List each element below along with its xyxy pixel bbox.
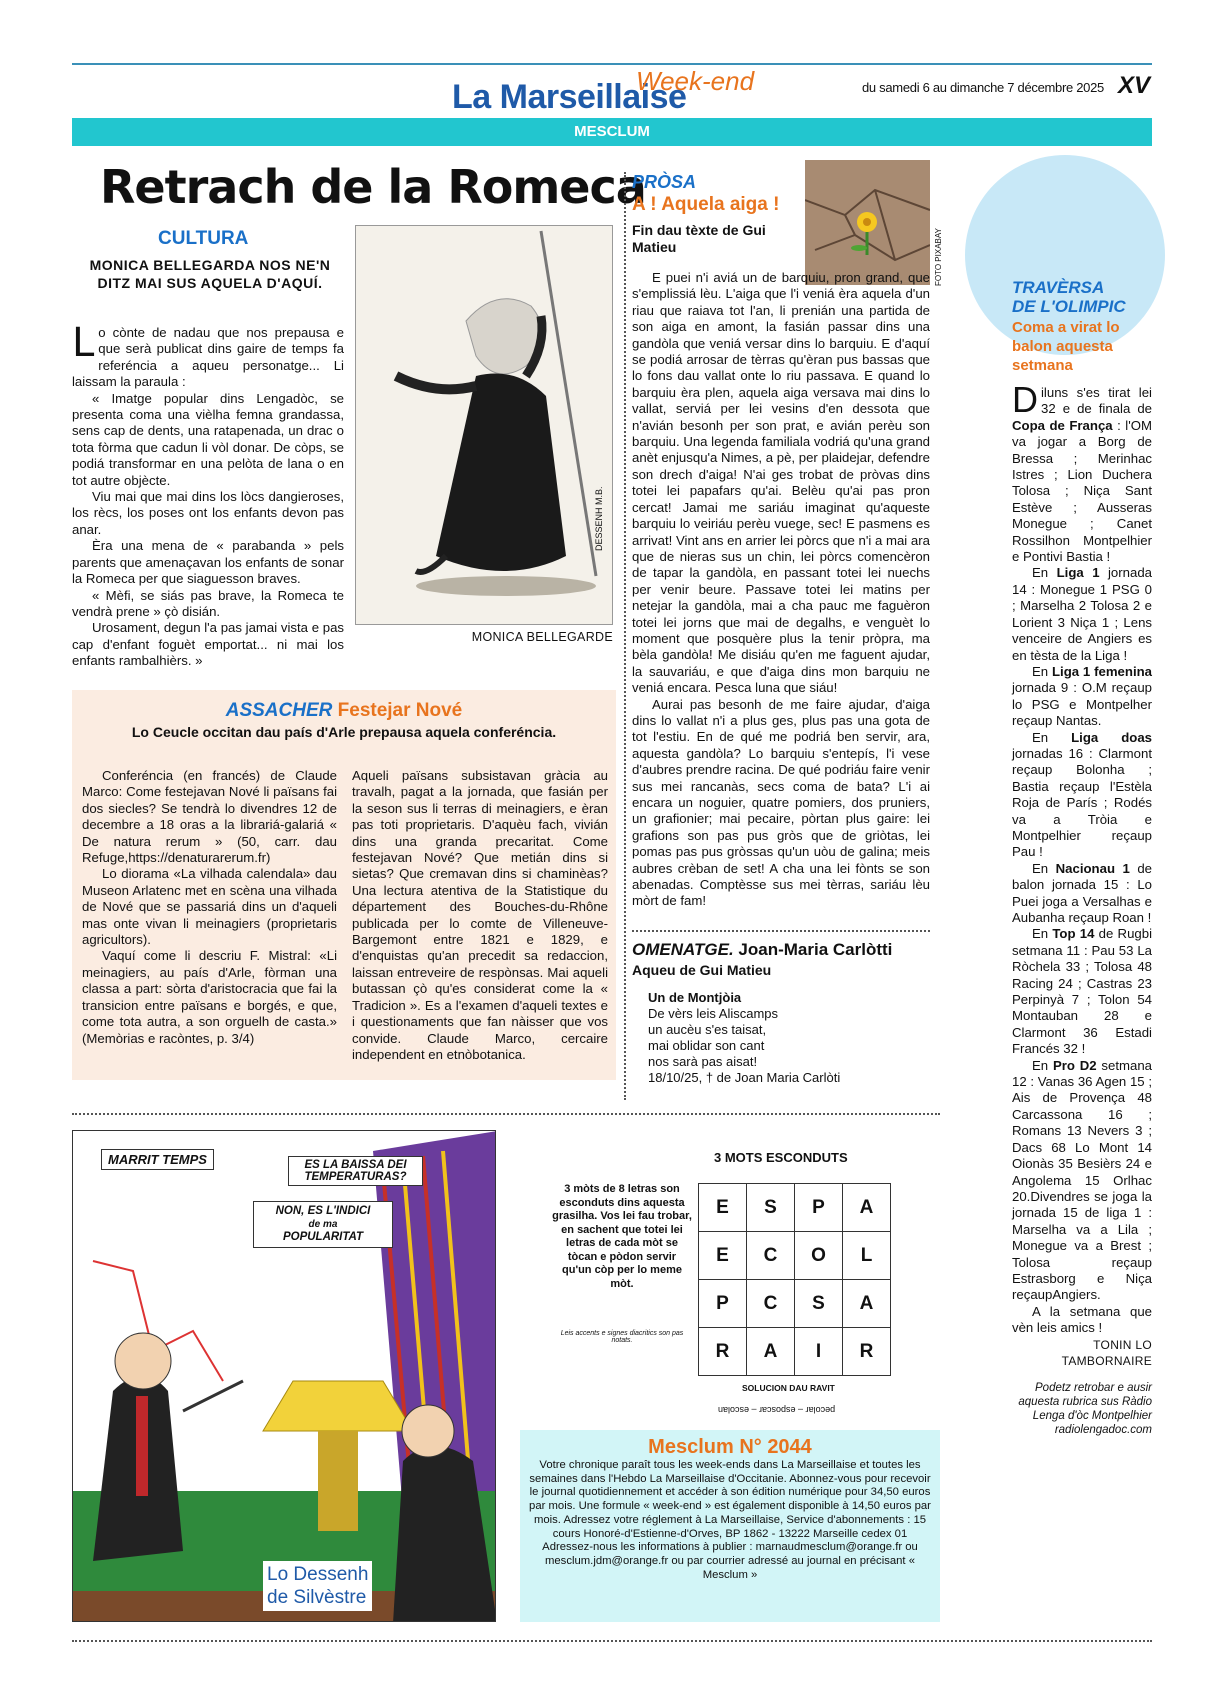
puzzle-instructions: 3 mòts de 8 letras son esconduts dins aquesta grasilha. Vos lei fau trobar, en sachent que totei lei letras de cada mòt se tòcan e pòdon servir qu'un còp per lo meme mòt. — [552, 1183, 692, 1290]
omenatge-poem — [648, 990, 840, 1086]
caption-line1: Lo Dessenh — [267, 1564, 369, 1585]
sport-p8: A la setmana que vèn leis amics ! — [1012, 1303, 1152, 1336]
bubble2-line2: de ma — [308, 1219, 338, 1230]
sport-p2c: jornada 14 : Monegue 1 PSG 0 ; Marselha 2 Tolosa 2 e Lorient 3 Niça 1 ; Lens venceire de Angiers es en tèsta de la Liga ! — [1012, 565, 1152, 663]
prosa-p2: Aurai pas besonh de me faire ajudar, d'aiga dins lo vallat n'i a plus ges, plus pas una gota de tot l'estiu. En de qué me podriá ben servir, ara, aquesta gandòla? Lo barquiu s'entepís, l'i vese d'aubres prendre racina. De qué podriáu faire venir sus mei rancanàs, secs coma de bata? L'i ai encara un noguier, quatre pomiers, dos pruniers, un grafionier; mai pecaire, pòrtan plus gaire: lei grafions son pas pus gròs que de griòtas, lei pomas pas pus gròssas qu'un uòu de galina; meis aubres crèban de set! A cha una lei fònts se son abenadas. Comptèsse sus mei tèrras, sariáu lèu mòrt de fam! — [632, 696, 930, 909]
cartoon-sign: MARRIT TEMPS — [101, 1149, 214, 1170]
omenatge-subtitle: Aqueu de Gui Matieu — [632, 962, 772, 978]
assacher-title: Festejar Nové — [337, 700, 463, 721]
assacher-subtitle: Lo Ceucle occitan dau país d'Arle prepausa aquela conferéncia. — [131, 724, 557, 740]
grid-cell[interactable]: R — [699, 1328, 747, 1376]
grid-cell[interactable]: I — [795, 1328, 843, 1376]
sport-body — [1012, 379, 1153, 1437]
main-p5: « Mèfi, se siás pas brave, la Romeca te vendrà prene » çò disián. — [72, 587, 344, 619]
main-rubric: CULTURA — [158, 228, 249, 249]
prosa-rubric: PRÒSA — [632, 172, 697, 192]
grid-cell[interactable]: S — [747, 1184, 795, 1232]
assacher-p4: Aqueli païsans subsistavan gràcia au travalh, pagat a la jornada, que fasián per la seson sus li terras di meinagiers, e èran pas toti proprietaris. D'aquèu fach, vivián dins una granda precaritat. Come festejavan Nové? Que metián dins si sietas? Que cremavan dins si chaminèas? Una lectura atentiva de la Statistique du département des Bouches-du-Rhône publicada per lo comte de Villeneuve-Bargemont entre 1821 e 1829, e d'enquistas qu'an precedit sa redaccion, laissan entreveire de respònsas. Mai aqueli butassan çò qu'es considerat come la « Tradicion ». Es a l'examen d'aqueli textes e i questionaments que fan nàisser que vos convide. Claude Marco, cercaire independent en etnòbotanica. — [352, 768, 608, 1062]
grid-cell[interactable]: C — [747, 1232, 795, 1280]
cartoon-frame[interactable] — [72, 1130, 496, 1622]
main-headline: Retrach de la Romeca — [100, 160, 646, 214]
sport-p6c: de Rugbi setmana 11 : Pau 53 La Ròchela 33 ; Tolosa 48 Racing 24 ; Castras 23 Perpinyà 7 ; Tolon 54 Montauban 28 e Clarmont 36 Estadi Francés 32 ! — [1012, 926, 1152, 1057]
sport-p5c: de balon jornada 15 : Lo Puei joga a Versalhas e Aubanha reçaup Roan ! — [1012, 860, 1153, 925]
sport-p3c: jornada 9 : O.M reçaup lo PSG e Montpelher reçaup Nantas. — [1012, 680, 1152, 729]
column-divider — [624, 172, 626, 1100]
sport-p1c: : l'OM va jogar a Borg de Bressa ; Merinhac Istres ; Lion Duchera Tolosa ; Niça Sant Estève ; Ausseras Monegue ; Canet Rossilhon Montpelhier e Pontivi Bastia ! — [1012, 417, 1152, 565]
top-rule — [72, 63, 1152, 65]
cartoon-bubble1: ES LA BAISSA DEI TEMPERATURAS? — [288, 1156, 423, 1186]
sport-subtitle: Coma a virat lo balon aquesta setmana — [1012, 319, 1120, 374]
assacher-heading — [72, 700, 616, 722]
cartoon-caption — [263, 1561, 372, 1611]
main-p1: o cònte de nadau que nos prepausa e que serà publicat dins gaire de temps fa referéncia a aqueu personatge... Li laissam la paraula : — [72, 325, 344, 390]
bubble2-line3: POPULARITAT — [282, 1231, 364, 1243]
sport-rubric-line1: TRAVÈRSA — [1012, 278, 1105, 297]
newspaper-logo[interactable]: La Marseillaise — [452, 78, 687, 116]
romeca-illustration[interactable] — [355, 225, 613, 625]
prosa-body — [632, 270, 930, 910]
poem-line: un aucèu s'es taisat, — [648, 1022, 767, 1037]
grid-cell[interactable]: P — [699, 1280, 747, 1328]
sport-drop-cap: D — [1012, 379, 1038, 420]
grid-cell[interactable]: E — [699, 1232, 747, 1280]
omenatge-rubric: OMENATGE. — [632, 940, 734, 959]
sport-p4c: jornadas 16 : Clarmont reçaup Bolonha ; Bastia reçaup l'Estèla Roja de París ; Rodés va a Tròia e Montpelhier reçaup Pau ! — [1012, 745, 1152, 860]
main-p6: Urosament, degun l'a pas jamai vista e pas cap d'enfant foguèt emportat... ni mai los enfants rambalhièrs. » — [72, 620, 344, 669]
cartoon-bubble2 — [253, 1201, 393, 1248]
sport-p7b: Pro D2 — [1052, 1057, 1097, 1073]
sport-p4a: En — [1032, 729, 1072, 745]
grid-cell[interactable]: E — [699, 1184, 747, 1232]
section-band: MESCLUM — [72, 118, 1152, 146]
sport-p7a: En — [1032, 1057, 1053, 1073]
poem-line: nos sarà pas aisat! — [648, 1054, 758, 1069]
issue-date: du samedi 6 au dimanche 7 décembre 2025 — [862, 80, 1104, 95]
sport-p2a: En — [1032, 565, 1057, 581]
drop-cap: L — [72, 320, 95, 366]
sport-rubric-line2: DE L'OLIMPIC — [1012, 297, 1126, 316]
omenatge-divider — [632, 930, 930, 932]
assacher-box — [72, 690, 616, 1080]
dry-earth-photo[interactable] — [805, 160, 930, 285]
sport-p2b: Liga 1 — [1056, 565, 1100, 581]
grid-cell[interactable]: A — [843, 1184, 891, 1232]
sport-radio: Podetz retrobar e ausir aquesta rubrica sus Ràdio Lenga d'òc Montpelhier radiolengadoc.com — [1018, 1382, 1152, 1437]
poem-line: 18/10/25, † de Joan Maria Carlòti — [648, 1070, 841, 1085]
main-p2: « Imatge popular dins Lengadòc, se presenta coma una vièlha femna grandassa, sens cap de dents, una ratapenada, un drac o tota fòrma que cadun li vòl donar. De còps, se podiá transformar en una pelòta de lana o en tot autre objècte. — [72, 390, 344, 488]
prosa-p1: E puei n'i aviá un de barquiu, pron grand, que s'emplissiá lèu. L'aiga que l'i veniá èra aquela d'un riau que raiava tot l'an, li prenián una partida de son aiga en amont, la fasián passar dins una gandòla que veniá versar dins lo barquiu. E d'aquí se podiá arrosar de tèrras qu'èran pus bassas que lo fons dau vallat onte lo riu passava. E quand lo barquiu èra plen, aquela aiga versava mai dins lo vallat, serviá per lei vesins d'en dessota que n'avián besonh per son prat, e avián perèu son barquiu. Una legenda familiala vodriá qu'una grand anèt enjusqu'a Nimes, a pè, per plaidejar, defendre son drech d'aiga! N'ai ges trobat de pròvas dins totei lei papafars qu'ai. Belèu qu'ai pas pron cercat! Jamai me sariáu imaginat qu'aqueste barquiu lo veiriáu perèu vuege, sec! E pasmens es arrivat! Vint ans en arrier lei pòrcs que n'i a mai ara que de nieras sus un chin, lei pòrcs comencèron de tapar la gandòla, en passant totei lei nuechs per venir beure. Passave totei lei matins per netejar la gandòla, mai a cha pauc me faguèron totei lei jorns que mai de degalhs, e venguèt lo moment que posquère plus la tenir pròpra, ma bèla gandòla! Me disiáu qu'en me faguent ajudar, la sauvariáu, e que d'aiga dins mon barquiu ne veniá encara. Pesca luna que siáu! — [632, 270, 930, 696]
puzzle-solution: pecolar – esposcar – escolan — [718, 1405, 836, 1415]
poem-line: De vèrs leis Aliscamps — [648, 1006, 779, 1021]
grid-cell[interactable]: O — [795, 1232, 843, 1280]
mesclum-title: Mesclum N° 2044 — [648, 1436, 812, 1458]
witch-drawing — [356, 226, 613, 625]
caption-line2: de Silvèstre — [267, 1587, 367, 1608]
bubble2-line1: NON, ES L'INDICI — [275, 1205, 371, 1217]
poem-line: mai oblidar son cant — [648, 1038, 765, 1053]
sport-p3a: En — [1032, 663, 1052, 679]
assacher-col2 — [352, 768, 608, 1073]
grid-cell[interactable]: A — [747, 1328, 795, 1376]
main-subtitle: MONICA BELLEGARDA NOS NE'N DITZ MAI SUS AQUELA D'AQUÍ. — [89, 257, 331, 291]
sport-p5a: En — [1032, 860, 1056, 876]
weekend-logo: Week-end — [636, 66, 755, 96]
flower-photo-drawing — [805, 160, 930, 285]
assacher-rubric: ASSACHER — [225, 700, 333, 721]
poem-title: Un de Montjòia — [648, 990, 742, 1005]
grid-cell[interactable]: P — [795, 1184, 843, 1232]
sport-p4b: Liga doas — [1071, 729, 1152, 745]
photo-credit: FOTO PIXABAY — [934, 228, 943, 286]
image-credit: DESSENH M.B. — [594, 486, 604, 551]
prosa-title: A ! Aquela aiga ! — [632, 194, 780, 215]
main-body — [72, 320, 344, 670]
sport-p3b: Liga 1 femenina — [1051, 663, 1153, 679]
prosa-subtitle: Fin dau tèxte de Gui Matieu — [632, 222, 766, 255]
sport-rubric — [1012, 278, 1126, 316]
assacher-p3: Vaquí come li descriu F. Mistral: «Li meinagiers, au país d'Arle, fòrman una classa a part: sòrta d'aristocracia que fai la transicion entre païsans e borgés, e que, come tota autra, a son orguelh de casta.» (Memòrias e racòntes, p. 3/4) — [82, 948, 337, 1046]
main-author: MONICA BELLEGARDE — [471, 630, 613, 644]
sport-p7c: setmana 12 : Vanas 36 Agen 15 ; Ais de Provença 48 Carcassona 16 ; Romans 13 Nevers 3 ; Dacs 68 Lo Mont 14 Oionàs 35 Besièrs 24 e Angolema 15 Orlhac 20.Divendres se joga la jornada 15 de liga 1 : Marselha va a Lila ; Monegue va a Brest ; Tolosa reçaup Estrasborg e Niça reçaupAngiers. — [1012, 1057, 1152, 1303]
mesclum-text: Votre chronique paraît tous les week-ends dans La Marseillaise et toutes les semaines dans l'Hebdo La Marseillaise d'Occitanie. Abonnez-vous pour recevoir le journal quotidiennement et accéder à son édition numérique pour 34,50 euros par mois. Une formule « week-end » est également disponible à 14,50 euros par mois. Adressez votre réglement à La Marseillaise, Service d'abonnements : 15 cours Honoré-d'Estienne-d'Orves, BP 1862 - 13222 Marseille cedex 01 Adressez-nous les informations à publier : marnaudmesclum@orange.fr ou mesclum.jdm@orange.fr ou par courrier adressé au journal en précisant « Mesclum » — [529, 1459, 931, 1581]
sport-p6b: Top 14 — [1052, 926, 1095, 942]
main-p3: Viu mai que mai dins los lòcs dangieroses, los rècs, los poses ont los enfants devon pas anar. — [72, 489, 344, 537]
sport-p1b: Copa de França — [1012, 417, 1113, 433]
grid-cell[interactable]: A — [843, 1280, 891, 1328]
page-number: XV — [1118, 72, 1151, 99]
grid-cell[interactable]: C — [747, 1280, 795, 1328]
sport-p6a: En — [1032, 926, 1053, 942]
mesclum-box — [520, 1430, 940, 1622]
omenatge-title: Joan-Maria Carlòtti — [738, 940, 893, 959]
sport-p5b: Nacionau 1 — [1055, 860, 1130, 876]
footer-divider — [72, 1640, 1152, 1642]
puzzle-note: Leis accents e signes diacritics son pas notats. — [560, 1330, 684, 1344]
omenatge-heading — [632, 940, 892, 960]
assacher-p1: Conferéncia (en francés) de Claude Marco: Come festejavan Nové li païsans fai dos siecles? Se tendrà lo divendres 12 de decembre a 18 oras a la librariá-galariá « De natura rerum » (50, carr. dau Refuge,https://denaturarerum.fr) — [82, 768, 337, 866]
sport-p1a: iluns s'es tirat lei 32 e de finala de — [1041, 385, 1152, 417]
solution-label: SOLUCION DAU RAVIT — [742, 1383, 835, 1393]
grid-cell[interactable]: R — [843, 1328, 891, 1376]
main-p4: Èra una mena de « parabanda » pels parents que amenaçavan los enfants de sonar la Romeca per que siaguesson braves. — [72, 538, 344, 587]
assacher-col1 — [82, 768, 337, 1047]
grid-cell[interactable]: S — [795, 1280, 843, 1328]
puzzle-grid — [698, 1183, 891, 1376]
sport-author: TONIN LO TAMBORNAIRE — [1061, 1337, 1152, 1368]
puzzle-title: 3 MOTS ESCONDUTS — [714, 1150, 848, 1165]
grid-cell[interactable]: L — [843, 1232, 891, 1280]
bottom-divider — [72, 1113, 940, 1115]
assacher-p2: Lo diorama «La vilhada calendala» dau Museon Arlatenc met en scèna una vilhada de Nové que se passariá dins un d'aqueli mas onte vivan li meinagiers (proprietaris agricultors). — [82, 866, 337, 948]
